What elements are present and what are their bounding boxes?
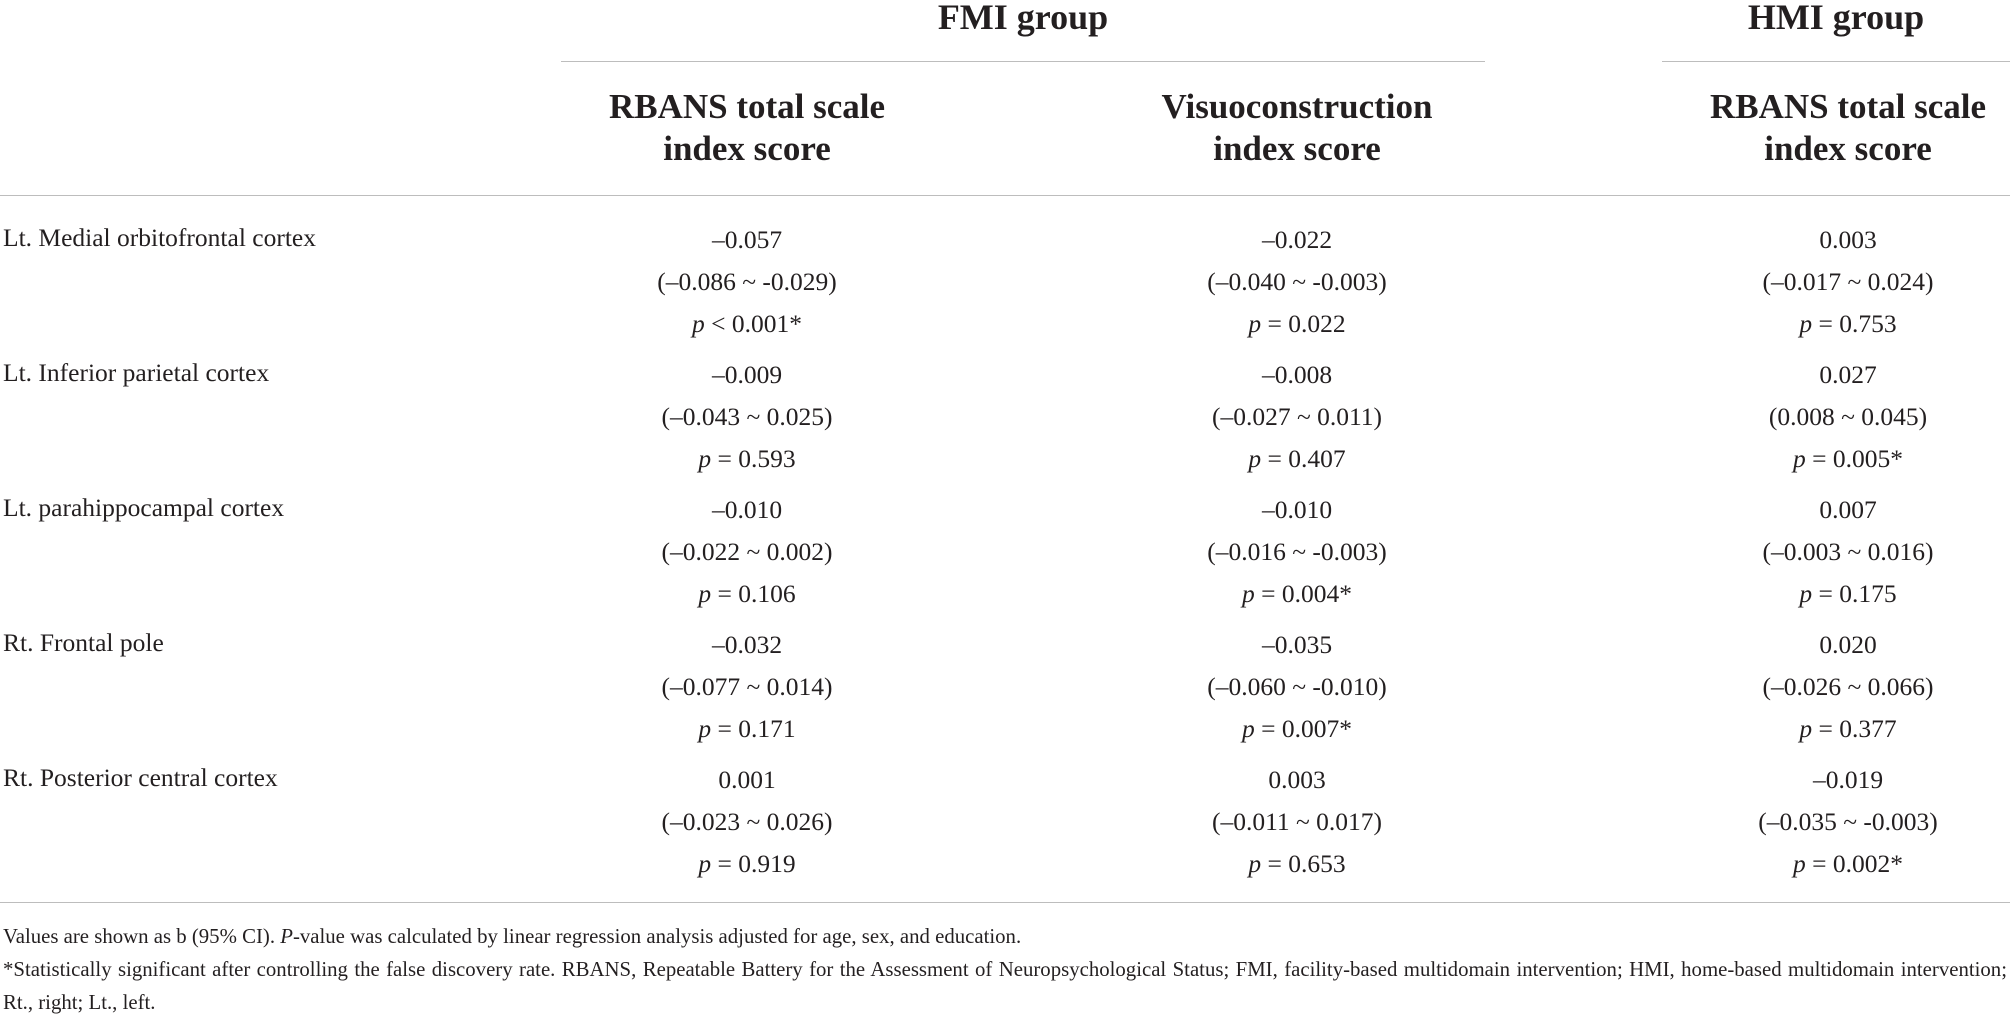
p-value: = 0.753 [1812,309,1897,338]
p-value: = 0.004* [1254,579,1352,608]
p-value: = 0.002* [1805,849,1903,878]
cell-estimate: –0.009 [711,360,783,389]
table-cell [1663,624,2010,750]
cell-ci: (–0.022 ~ 0.002) [661,537,833,566]
cell-estimate: 0.003 [1268,765,1326,794]
cell-estimate: –0.057 [711,225,783,254]
cell-pvalue [562,573,932,615]
p-symbol: p [1248,309,1262,338]
p-value: = 0.377 [1812,714,1897,743]
p-symbol: p [1241,579,1255,608]
cell-ci: (–0.016 ~ -0.003) [1207,537,1387,566]
cell-ci: (–0.003 ~ 0.016) [1762,537,1934,566]
cell-pvalue [562,708,932,750]
p-symbol: p [698,714,712,743]
table-cell [1112,489,1482,615]
p-symbol: p [1799,714,1813,743]
group-header-hmi: HMI group [1747,0,1925,37]
p-symbol: p [698,579,712,608]
p-value: = 0.175 [1812,579,1897,608]
cell-ci: (–0.086 ~ -0.029) [657,267,837,296]
p-value: = 0.005* [1805,444,1903,473]
p-value: = 0.106 [711,579,796,608]
table-cell [562,489,932,615]
cell-estimate: 0.027 [1819,360,1877,389]
table-cell [1663,219,2010,345]
p-value: < 0.001* [704,309,802,338]
cell-pvalue [1112,843,1482,885]
p-value: = 0.022 [1261,309,1346,338]
cell-estimate: –0.019 [1812,765,1884,794]
cell-ci: (–0.043 ~ 0.025) [661,402,833,431]
cell-ci: (–0.035 ~ -0.003) [1758,807,1938,836]
cell-estimate: –0.032 [711,630,783,659]
cell-ci: (0.008 ~ 0.045) [1768,402,1928,431]
cell-estimate: 0.001 [718,765,776,794]
cell-ci: (–0.040 ~ -0.003) [1207,267,1387,296]
footnote-italic-p: P [280,925,293,948]
cell-ci: (–0.023 ~ 0.026) [661,807,833,836]
p-symbol: p [698,849,712,878]
p-symbol: p [1792,444,1806,473]
p-value: = 0.007* [1254,714,1352,743]
row-label: Lt. Medial orbitofrontal cortex [3,223,316,252]
footnote-text: -value was calculated by linear regression analysis adjusted for age, sex, and education. [292,925,1022,948]
row-label: Lt. Inferior parietal cortex [3,358,270,387]
table-cell [1112,759,1482,885]
p-symbol: p [1248,849,1262,878]
p-symbol: p [1799,309,1813,338]
table-cell [1663,354,2010,480]
cell-pvalue [1663,438,2010,480]
cell-pvalue [1112,438,1482,480]
footnote-text: Values are shown as b (95% CI). [3,925,281,948]
cell-pvalue [1663,843,2010,885]
p-value: = 0.919 [711,849,796,878]
p-symbol: p [1799,579,1813,608]
table-cell [562,219,932,345]
p-symbol: p [1792,849,1806,878]
cell-estimate: –0.010 [1261,495,1333,524]
group-rule-hmi [1662,61,2010,62]
cell-pvalue [1112,708,1482,750]
row-label: Rt. Frontal pole [3,628,164,657]
p-symbol: p [1248,444,1262,473]
table-cell [562,759,932,885]
column-header-rbans-fmi: RBANS total scale index score [608,87,886,168]
cell-ci: (–0.017 ~ 0.024) [1762,267,1934,296]
p-value: = 0.407 [1261,444,1346,473]
group-rule-fmi [561,61,1485,62]
footnote-significance: *Statistically significant after controlling the false discovery rate. RBANS, Repeatable Battery for the Assessment of Neuropsychological Status; FMI, facility-based multidomain intervention; HMI, home-based multidomain intervention; Rt., right; Lt., left. [3,958,2007,1014]
row-label: Lt. parahippocampal cortex [3,493,285,522]
cell-estimate: –0.022 [1261,225,1333,254]
column-header-visuoconstruction-fmi: Visuoconstruction index score [1161,87,1433,168]
cell-pvalue [1663,573,2010,615]
table-cell [1663,489,2010,615]
table-cell [562,624,932,750]
cell-ci: (–0.077 ~ 0.014) [661,672,833,701]
footnote-values [3,920,2007,953]
cell-pvalue [1663,708,2010,750]
p-symbol: p [691,309,705,338]
cell-ci: (–0.060 ~ -0.010) [1207,672,1387,701]
cell-pvalue [1112,303,1482,345]
p-symbol: p [1241,714,1255,743]
cell-pvalue [562,303,932,345]
header-rule [0,195,2010,196]
cell-estimate: 0.007 [1819,495,1877,524]
p-symbol: p [698,444,712,473]
table-cell [1112,219,1482,345]
column-header-rbans-hmi: RBANS total scale index score [1709,87,1987,168]
cell-estimate: –0.035 [1261,630,1333,659]
cell-ci: (–0.026 ~ 0.066) [1762,672,1934,701]
cell-estimate: –0.010 [711,495,783,524]
p-value: = 0.593 [711,444,796,473]
cell-estimate: 0.020 [1819,630,1877,659]
table-cell [1112,624,1482,750]
cell-pvalue [1663,303,2010,345]
cell-estimate: 0.003 [1819,225,1877,254]
group-header-fmi: FMI group [937,0,1109,37]
p-value: = 0.171 [711,714,796,743]
table-cell [1112,354,1482,480]
cell-ci: (–0.027 ~ 0.011) [1211,402,1383,431]
cell-pvalue [562,438,932,480]
cell-estimate: –0.008 [1261,360,1333,389]
p-value: = 0.653 [1261,849,1346,878]
table-cell [562,354,932,480]
cell-ci: (–0.011 ~ 0.017) [1211,807,1383,836]
cell-pvalue [562,843,932,885]
row-label: Rt. Posterior central cortex [3,763,278,792]
table-bottom-rule [0,902,2010,903]
table-cell [1663,759,2010,885]
cell-pvalue [1112,573,1482,615]
